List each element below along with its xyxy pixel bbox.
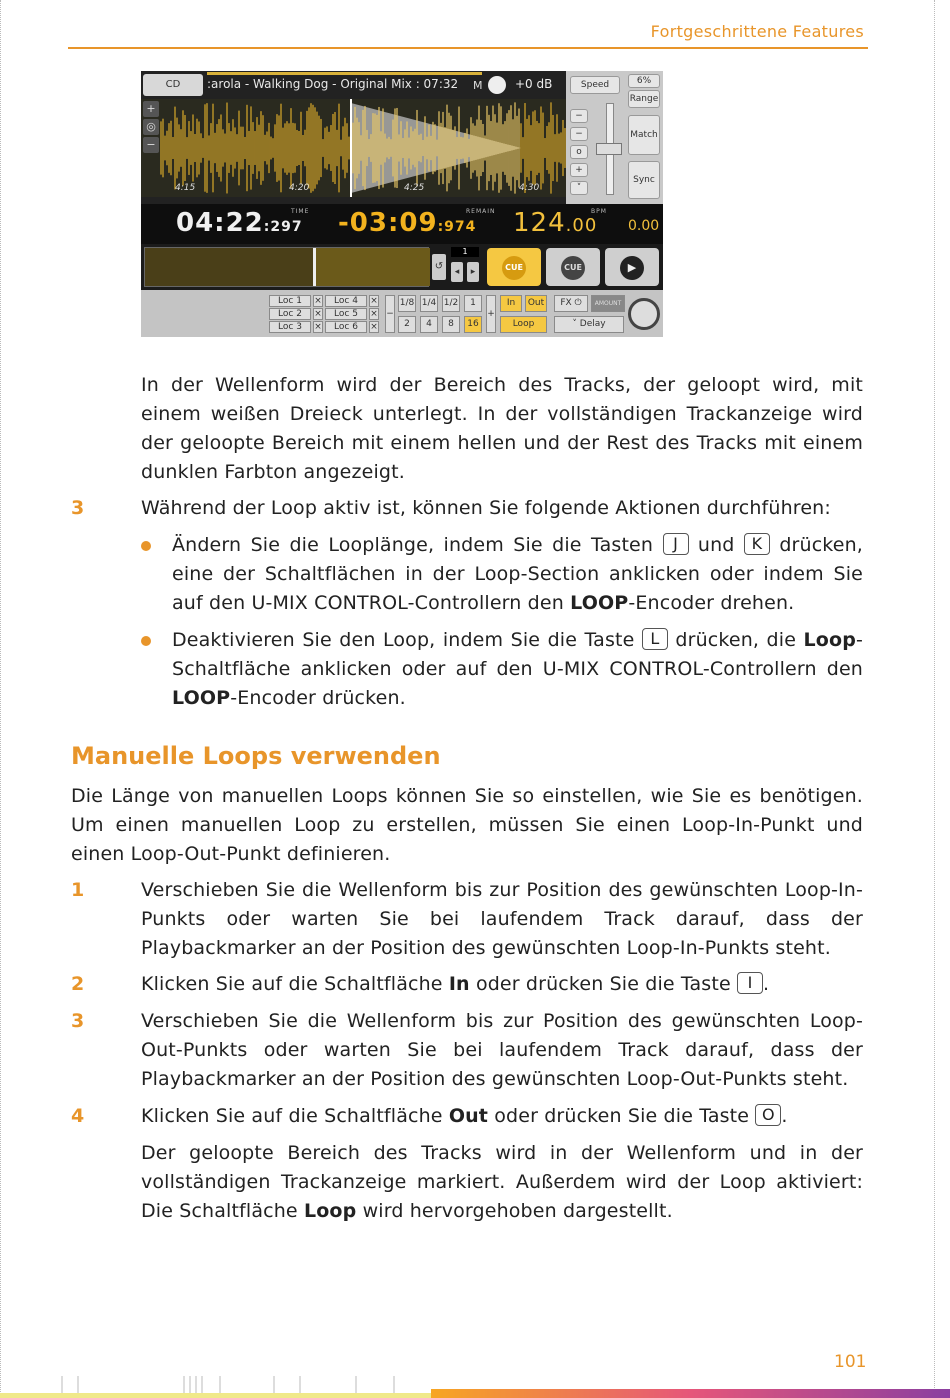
reverse-icon[interactable]: ↺ (432, 254, 446, 280)
section-heading: Manuelle Loops verwenden (71, 742, 441, 770)
waveform-zoom-tools (143, 101, 161, 155)
text-run: drücken, die (675, 629, 797, 651)
key-cap: O (755, 1104, 781, 1126)
track-overview[interactable] (144, 247, 429, 287)
text-run: Klicken Sie auf die Schaltfläche (141, 1105, 443, 1127)
beat-counter: 1 (451, 247, 479, 257)
loc-2-clear-icon[interactable]: × (314, 309, 322, 319)
zoom-out-icon[interactable]: − (143, 137, 159, 153)
waveform-time-3: 4:25 (404, 183, 425, 193)
key-cap: K (744, 533, 770, 555)
pitch-plus-icon[interactable]: + (570, 163, 588, 177)
bold-term: LOOP (172, 687, 231, 709)
text-run: Der geloopte Bereich des Tracks wird in der Wellenform und in der vollständigen Trackanzeige markiert. Außerdem wird der Loop aktiviert: Die Schaltfläche (141, 1142, 863, 1222)
text-run: und (697, 534, 735, 556)
header-rule (68, 47, 868, 49)
pitch-fader-handle[interactable] (596, 143, 622, 155)
text-run: oder drücken Sie die Taste (494, 1105, 750, 1127)
track-overview-marker (313, 248, 316, 286)
bpm-main: 124 (513, 208, 566, 238)
loc-3-clear-icon[interactable]: × (314, 322, 322, 332)
loop-halve-icon[interactable]: − (385, 295, 395, 333)
fx-button[interactable] (554, 295, 588, 312)
zoom-in-icon[interactable]: + (143, 101, 159, 117)
time-readout (141, 204, 663, 244)
pitch-value: 0.00 (628, 218, 660, 234)
bullet-icon (141, 636, 151, 646)
loc-6-button[interactable]: Loc 6 (325, 321, 367, 333)
key-cap: J (663, 533, 689, 555)
loc-5-clear-icon[interactable]: × (370, 309, 378, 319)
match-button[interactable]: Match (628, 115, 660, 155)
text-run: -Schaltfläche anklicken oder auf den U-MIX CONTROL-Controllern den (172, 629, 863, 680)
running-header: Fortgeschrittene Features (650, 22, 864, 41)
footer-gradient-bar (431, 1389, 950, 1398)
bold-term: Loop (803, 629, 856, 651)
pitch-reset-icon[interactable]: o (570, 145, 588, 159)
loc-1-clear-icon[interactable]: × (314, 296, 322, 306)
beatjump-forward-icon[interactable]: ▸ (467, 262, 479, 282)
key-cap: L (642, 628, 668, 650)
cue-play-button[interactable] (546, 248, 600, 286)
waveform-time-4: 4:30 (519, 183, 540, 193)
loc-1-button[interactable]: Loc 1 (269, 295, 311, 307)
gain-knob[interactable] (488, 76, 506, 94)
beatjump-back-icon[interactable]: ◂ (451, 262, 463, 282)
loc-3-button[interactable]: Loc 3 (269, 321, 311, 333)
cue-icon: CUE (502, 256, 526, 280)
range-button[interactable]: Range (628, 90, 660, 108)
pitch-range-value[interactable]: 6% (628, 74, 660, 88)
elapsed-time-ms: :297 (263, 219, 303, 235)
cd-button[interactable]: CD (143, 74, 203, 96)
bullet-paragraph (172, 626, 863, 713)
pitch-down-icon[interactable]: − (570, 127, 588, 141)
loop-size-1-2[interactable]: 1/2 (442, 295, 460, 312)
step-number: 3 (71, 497, 85, 519)
loop-size-1-8[interactable]: 1/8 (398, 295, 416, 312)
waveform[interactable] (141, 99, 566, 197)
marker-label: M (473, 79, 483, 92)
step-text: Verschieben Sie die Wellenform bis zur Position des gewünschten Loop-In-Punkts oder warten Sie bei laufendem Track darauf, dass der Playbackmarker an der Position des gewünschten Loop-In-Punkts steht. (141, 879, 863, 959)
speed-button[interactable]: Speed (570, 76, 620, 94)
loc-2-button[interactable]: Loc 2 (269, 308, 311, 320)
text-run: -Encoder drehen. (628, 592, 795, 614)
fx-select[interactable] (554, 316, 624, 333)
bullet-paragraph (172, 531, 863, 618)
remaining-time-main: -03:09 (338, 208, 438, 238)
cue-button[interactable] (487, 248, 541, 286)
fx-select-value: Delay (579, 319, 606, 329)
elapsed-time-main: 04:22 (176, 208, 264, 238)
loop-double-icon[interactable]: + (486, 295, 496, 333)
gain-value: +0 dB (515, 77, 553, 91)
tempo-panel (566, 71, 663, 204)
bullet-icon (141, 541, 151, 551)
page-number: 101 (834, 1352, 867, 1372)
step-text: Während der Loop aktiv ist, können Sie folgende Aktionen durchführen: (141, 497, 831, 519)
step-number: 1 (71, 879, 85, 901)
fx-label: FX (560, 298, 572, 308)
loc-4-button[interactable]: Loc 4 (325, 295, 367, 307)
power-icon: ⏻ (574, 298, 582, 308)
intro-paragraph: In der Wellenform wird der Bereich des Tracks, der geloopt wird, mit einem weißen Dreieck unterlegt. In der vollständigen Trackanzeige wird der geloopte Bereich mit einem hellen und der Rest des Tracks mit einem dunklen Farbton angezeigt. (141, 374, 863, 483)
text-run: Ändern Sie die Looplänge, indem Sie die Tasten (172, 534, 654, 556)
loop-size-4[interactable]: 4 (420, 316, 438, 333)
text-run: Deaktivieren Sie den Loop, indem Sie die Taste (172, 629, 635, 651)
amount-label: AMOUNT (591, 295, 625, 312)
chevron-down-icon: ˅ (572, 319, 577, 329)
loop-section (141, 290, 663, 337)
step-text: Klicken Sie auf die Schaltfläche Out oder drücken Sie die Taste O . (141, 1105, 788, 1127)
overview-transport-strip (141, 244, 663, 290)
loop-size-8[interactable]: 8 (442, 316, 460, 333)
text-run: wird hervorgehoben dargestellt. (362, 1200, 673, 1222)
loc-5-button[interactable]: Loc 5 (325, 308, 367, 320)
waveform-time-2: 4:20 (289, 183, 310, 193)
remain-label: REMAIN (466, 208, 496, 215)
loc-4-clear-icon[interactable]: × (370, 296, 378, 306)
step-text: Klicken Sie auf die Schaltfläche In oder drücken Sie die Taste I . (141, 973, 770, 995)
text-run: oder drücken Sie die Taste (475, 973, 731, 995)
bold-term: Out (448, 1105, 489, 1127)
loop-button[interactable]: Loop (500, 316, 547, 333)
bold-term: LOOP (570, 592, 629, 614)
deck-screenshot (141, 71, 663, 337)
loop-size-1[interactable]: 1 (464, 295, 482, 312)
footer-tick-marks (60, 1376, 430, 1394)
time-label: TIME (291, 208, 310, 215)
sync-button[interactable]: Sync (628, 161, 660, 199)
text-run: Klicken Sie auf die Schaltfläche (141, 973, 443, 995)
bpm-value (513, 208, 597, 238)
step-number: 2 (71, 973, 85, 995)
remaining-time (338, 208, 476, 238)
waveform-graphic (141, 99, 566, 197)
bold-term: Loop (303, 1200, 357, 1222)
key-cap: I (737, 972, 763, 994)
elapsed-time (176, 208, 303, 238)
deck-waveform-panel (141, 71, 566, 204)
loop-size-1-4[interactable]: 1/4 (420, 295, 438, 312)
closing-paragraph (141, 1139, 863, 1226)
loop-size-16[interactable]: 16 (464, 316, 482, 333)
bpm-decimal: .00 (565, 215, 598, 236)
text-run: drücken, eine der Schaltflächen in der Loop-Section anklicken oder indem Sie auf den U-MIX CONTROL-Controllern den (172, 534, 863, 614)
loop-size-2[interactable]: 2 (398, 316, 416, 333)
play-pause-icon: ▶ (620, 256, 644, 280)
pitch-chevron-icon[interactable]: ˅ (570, 181, 588, 195)
step-text: Verschieben Sie die Wellenform bis zur Position des gewünschten Loop-Out-Punkts oder warten Sie bei laufendem Track darauf, dass der Playbackmarker an der Position des gewünschten Loop-Out-Punkts steht. (141, 1010, 863, 1090)
waveform-time-1: 4:15 (175, 183, 196, 193)
section-intro: Die Länge von manuellen Loops können Sie so einstellen, wie Sie es benötigen. Um einen manuellen Loop zu erstellen, müssen Sie einen Loop-In-Punkt und einen Loop-Out-Punkt definieren. (71, 785, 863, 865)
pitch-up-icon[interactable]: − (570, 109, 588, 123)
magnifier-icon[interactable]: ◎ (143, 119, 159, 135)
bold-term: In (448, 973, 470, 995)
text-run: -Encoder drücken. (230, 687, 406, 709)
play-pause-button[interactable] (605, 248, 659, 286)
cue-play-icon: CUE (561, 256, 585, 280)
loc-6-clear-icon[interactable]: × (370, 322, 378, 332)
fx-amount-knob[interactable] (628, 298, 660, 330)
loop-out-button[interactable]: Out (525, 295, 547, 312)
track-overview-remaining (315, 248, 430, 286)
footer-bar-left (0, 1393, 431, 1398)
bpm-label: BPM (591, 208, 607, 215)
step-number: 3 (71, 1010, 85, 1032)
remaining-time-ms: :974 (437, 219, 477, 235)
track-title: :arola - Walking Dog - Original Mix : 07:32 (207, 77, 459, 91)
title-progress-bar (207, 72, 482, 75)
loop-in-button[interactable]: In (500, 295, 522, 312)
step-number: 4 (71, 1105, 85, 1127)
